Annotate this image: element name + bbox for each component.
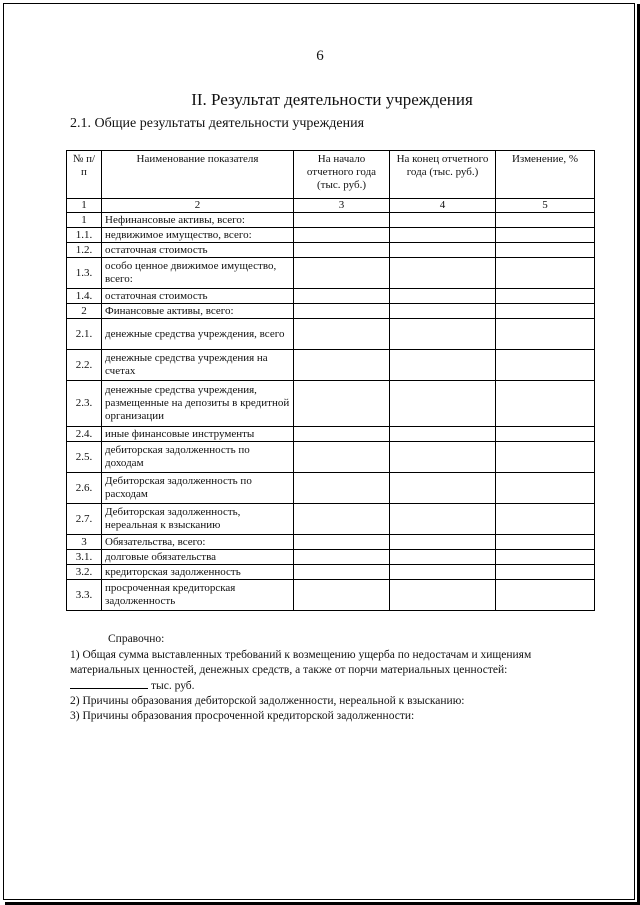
amount-unit: тыс. руб. — [151, 680, 195, 692]
header-num: № п/п — [67, 151, 102, 199]
row-number: 2.5. — [67, 442, 102, 473]
column-number: 4 — [390, 199, 496, 213]
table-row — [67, 228, 595, 243]
row-number: 2.1. — [67, 319, 102, 350]
value-change-cell[interactable] — [496, 565, 595, 580]
header-end: На конец отчетного года (тыс. руб.) — [390, 151, 496, 199]
table-row — [67, 258, 595, 289]
column-number: 1 — [67, 199, 102, 213]
row-number: 2 — [67, 304, 102, 319]
row-indicator-name: денежные средства учреждения, всего — [102, 319, 294, 350]
table-row — [67, 289, 595, 304]
notes-heading: Справочно: — [108, 633, 165, 645]
table-row — [67, 427, 595, 442]
row-number: 2.3. — [67, 381, 102, 427]
row-indicator-name: денежные средства учреждения на счетах — [102, 350, 294, 381]
row-indicator-name: Дебиторская задолженность по расходам — [102, 473, 294, 504]
row-indicator-name: недвижимое имущество, всего: — [102, 228, 294, 243]
row-indicator-name: особо ценное движимое имущество, всего: — [102, 258, 294, 289]
value-end-cell[interactable] — [390, 427, 496, 442]
value-change-cell[interactable] — [496, 350, 595, 381]
value-change-cell[interactable] — [496, 228, 595, 243]
row-number: 2.2. — [67, 350, 102, 381]
value-start-cell[interactable] — [294, 565, 390, 580]
column-number-row — [67, 199, 595, 213]
table-row — [67, 565, 595, 580]
table-row — [67, 381, 595, 427]
note-item-2: 2) Причины образования дебиторской задолженности, нереальной к взысканию: — [70, 695, 465, 707]
row-number: 3.1. — [67, 550, 102, 565]
table-row — [67, 304, 595, 319]
value-end-cell[interactable] — [390, 319, 496, 350]
value-start-cell[interactable] — [294, 535, 390, 550]
value-start-cell[interactable] — [294, 350, 390, 381]
row-number: 1.4. — [67, 289, 102, 304]
value-change-cell[interactable] — [496, 535, 595, 550]
table-row — [67, 535, 595, 550]
value-change-cell[interactable] — [496, 442, 595, 473]
table-row — [67, 243, 595, 258]
value-start-cell[interactable] — [294, 228, 390, 243]
row-indicator-name: просроченная кредиторская задолженность — [102, 580, 294, 611]
row-number: 1 — [67, 213, 102, 228]
note-item-3: 3) Причины образования просроченной кредиторской задолженности: — [70, 710, 415, 722]
row-number: 2.4. — [67, 427, 102, 442]
results-table — [66, 150, 595, 611]
row-number: 3.3. — [67, 580, 102, 611]
value-change-cell[interactable] — [496, 319, 595, 350]
value-change-cell[interactable] — [496, 304, 595, 319]
column-number: 2 — [102, 199, 294, 213]
header-change: Изменение, % — [496, 151, 595, 199]
value-change-cell[interactable] — [496, 473, 595, 504]
row-indicator-name: Дебиторская задолженность, нереальная к взысканию — [102, 504, 294, 535]
row-indicator-name: остаточная стоимость — [102, 289, 294, 304]
row-indicator-name: Обязательства, всего: — [102, 535, 294, 550]
value-start-cell[interactable] — [294, 258, 390, 289]
value-change-cell[interactable] — [496, 289, 595, 304]
value-start-cell[interactable] — [294, 550, 390, 565]
value-start-cell[interactable] — [294, 473, 390, 504]
row-number: 3.2. — [67, 565, 102, 580]
note-item-1-amount — [70, 678, 600, 694]
value-start-cell[interactable] — [294, 304, 390, 319]
value-start-cell[interactable] — [294, 243, 390, 258]
row-number: 2.6. — [67, 473, 102, 504]
row-indicator-name: дебиторская задолженность по доходам — [102, 442, 294, 473]
value-start-cell[interactable] — [294, 580, 390, 611]
value-change-cell[interactable] — [496, 243, 595, 258]
row-indicator-name: кредиторская задолженность — [102, 565, 294, 580]
value-start-cell[interactable] — [294, 504, 390, 535]
value-end-cell[interactable] — [390, 565, 496, 580]
value-end-cell[interactable] — [390, 580, 496, 611]
row-indicator-name: иные финансовые инструменты — [102, 427, 294, 442]
row-number: 1.1. — [67, 228, 102, 243]
subsection-title: 2.1. Общие результаты деятельности учреждения — [70, 116, 365, 131]
table-row — [67, 504, 595, 535]
note-item-1: 1) Общая сумма выставленных требований к возмещению ущерба по недостачам и хищениям материальных ценностей, денежных средств, а также от порчи материальных ценностей: — [70, 649, 532, 676]
value-end-cell[interactable] — [390, 381, 496, 427]
value-end-cell[interactable] — [390, 243, 496, 258]
value-change-cell[interactable] — [496, 580, 595, 611]
section-title: II. Результат деятельности учреждения — [191, 90, 473, 109]
table-row — [67, 580, 595, 611]
row-indicator-name: денежные средства учреждения, размещенные на депозиты в кредитной организации — [102, 381, 294, 427]
amount-blank-field[interactable] — [70, 678, 148, 689]
row-indicator-name: остаточная стоимость — [102, 243, 294, 258]
column-number: 3 — [294, 199, 390, 213]
row-number: 3 — [67, 535, 102, 550]
value-change-cell[interactable] — [496, 258, 595, 289]
value-end-cell[interactable] — [390, 289, 496, 304]
value-end-cell[interactable] — [390, 550, 496, 565]
value-end-cell[interactable] — [390, 213, 496, 228]
value-end-cell[interactable] — [390, 442, 496, 473]
value-start-cell[interactable] — [294, 289, 390, 304]
row-number: 1.3. — [67, 258, 102, 289]
row-indicator-name: Финансовые активы, всего: — [102, 304, 294, 319]
page-number: 6 — [316, 48, 324, 64]
header-start: На начало отчетного года (тыс. руб.) — [294, 151, 390, 199]
table-row — [67, 473, 595, 504]
value-end-cell[interactable] — [390, 228, 496, 243]
value-end-cell[interactable] — [390, 504, 496, 535]
value-end-cell[interactable] — [390, 304, 496, 319]
value-start-cell[interactable] — [294, 427, 390, 442]
value-change-cell[interactable] — [496, 213, 595, 228]
value-start-cell[interactable] — [294, 319, 390, 350]
value-end-cell[interactable] — [390, 535, 496, 550]
value-start-cell[interactable] — [294, 442, 390, 473]
row-indicator-name: долговые обязательства — [102, 550, 294, 565]
table-row — [67, 350, 595, 381]
table-row — [67, 319, 595, 350]
table-row — [67, 442, 595, 473]
header-name: Наименование показателя — [102, 151, 294, 199]
value-change-cell[interactable] — [496, 427, 595, 442]
table-row — [67, 213, 595, 228]
value-start-cell[interactable] — [294, 381, 390, 427]
value-start-cell[interactable] — [294, 213, 390, 228]
row-indicator-name: Нефинансовые активы, всего: — [102, 213, 294, 228]
value-change-cell[interactable] — [496, 381, 595, 427]
row-number: 1.2. — [67, 243, 102, 258]
value-change-cell[interactable] — [496, 550, 595, 565]
row-number: 2.7. — [67, 504, 102, 535]
reference-notes — [70, 632, 600, 724]
value-end-cell[interactable] — [390, 258, 496, 289]
column-number: 5 — [496, 199, 595, 213]
table-row — [67, 550, 595, 565]
value-change-cell[interactable] — [496, 504, 595, 535]
value-end-cell[interactable] — [390, 473, 496, 504]
header-row — [67, 151, 595, 199]
value-end-cell[interactable] — [390, 350, 496, 381]
